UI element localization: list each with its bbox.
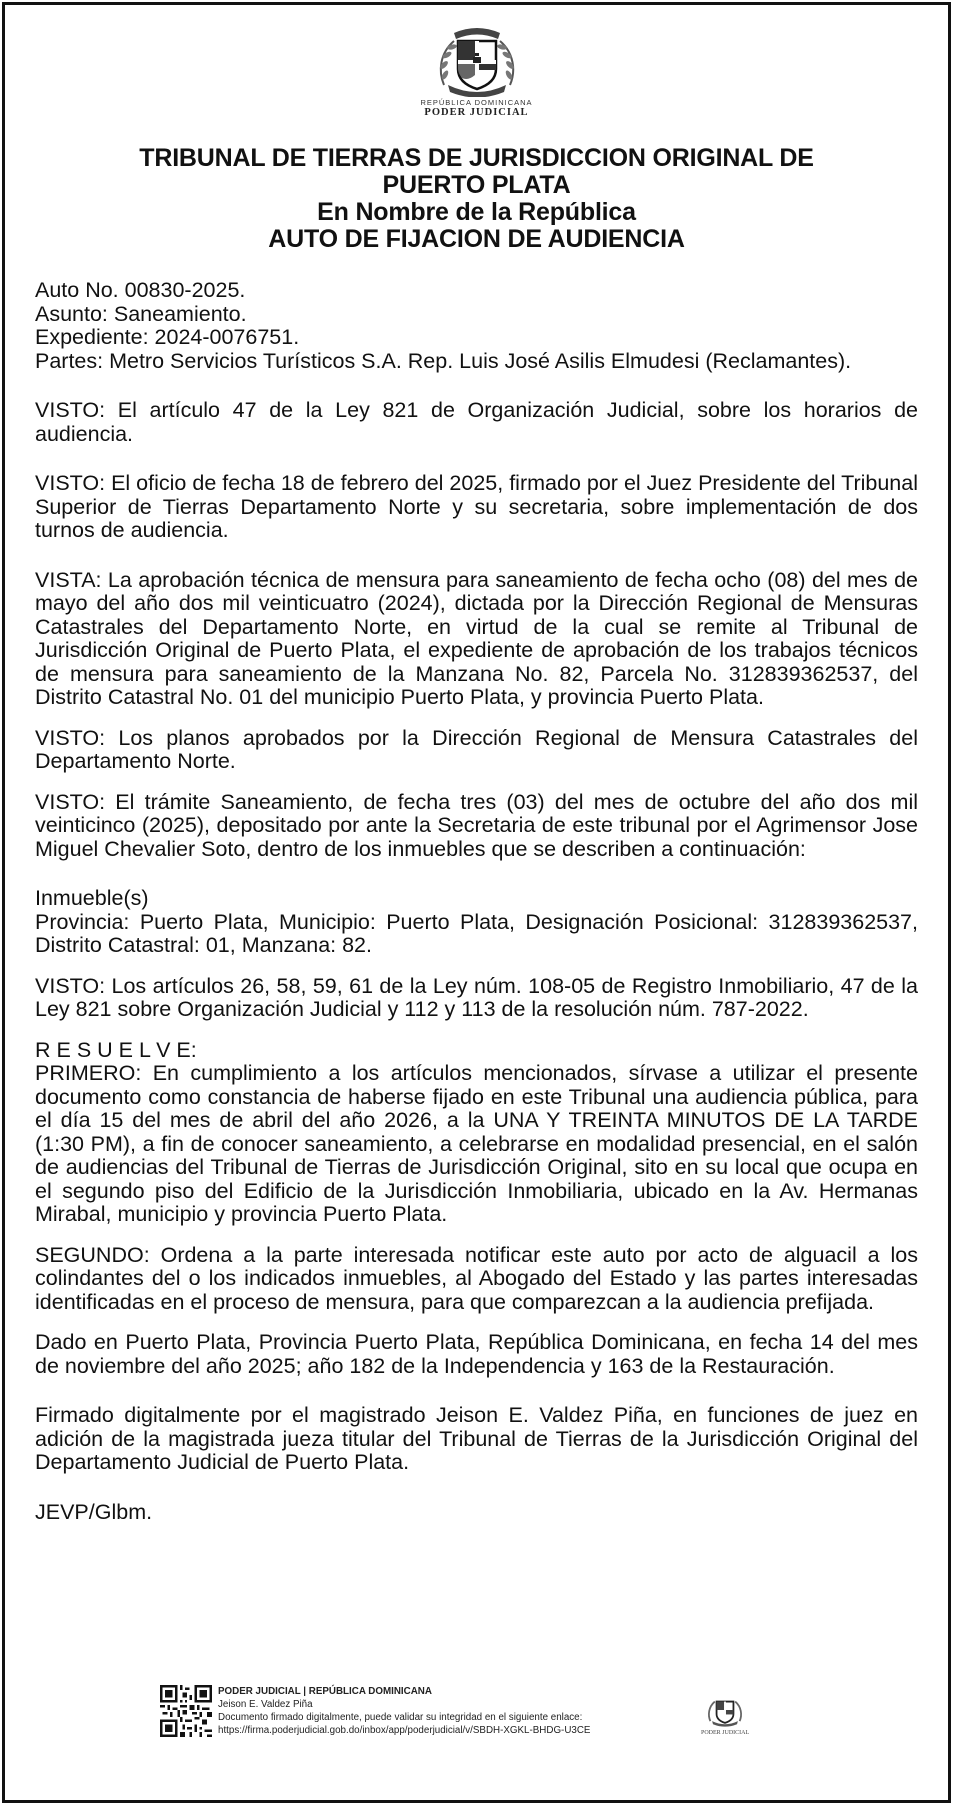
resolution-heading: R E S U E L V E: xyxy=(35,1037,197,1062)
visto-paragraph: VISTO: El artículo 47 de la Ley 821 de Organización Judicial, sobre los horarios de audiencia. xyxy=(35,398,918,446)
court-name-line1: TRIBUNAL DE TIERRAS DE JURISDICCION ORIGINAL DE xyxy=(139,144,814,172)
court-name-line2: PUERTO PLATA xyxy=(382,171,571,199)
laws-paragraph: VISTO: Los artículos 26, 58, 59, 61 de la Ley núm. 108-05 de Registro Inmobiliario, 47 de la Ley 821 sobre Organización Judicial y 112 y 113 de la resolución núm. 787-2022. xyxy=(35,973,918,1021)
document-page xyxy=(2,2,951,1803)
segundo-paragraph: SEGUNDO: Ordena a la parte interesada notificar este auto por acto de alguacil a los colindantes del o los indicados inmuebles, al Abogado del Estado y las partes interesadas identificadas en el proceso de mensura, para que comparezcan a la audiencia prefijada. xyxy=(35,1242,918,1314)
document-body xyxy=(35,279,918,1524)
footer-seal-label: PODER JUDICIAL xyxy=(701,1730,750,1736)
visto-paragraph: VISTO: Los planos aprobados por la Dirección Regional de Mensura Catastrales del Departamento Norte. xyxy=(35,725,918,773)
vista-paragraph: VISTA: La aprobación técnica de mensura para saneamiento de fecha ocho (08) del mes de mayo del año dos mil veinticuatro (2024), dictada por la Dirección Regional de Mensuras Catastrales del Departamento Norte, en virtud de la cual se remite al Tribunal de Jurisdicción Original de Puerto Plata, el expediente de aprobación de los trabajos técnicos de mensura para saneamiento de la Manzana No. 82, Parcela No. 312839362537, del Distrito Catastral No. 01 del municipio Puerto Plata, y provincia Puerto Plata. xyxy=(35,567,918,709)
validation-link[interactable]: https://firma.poderjudicial.gob.do/inbox/app/poderjudicial/v/SBDH-XGKL-BHDG-U3CE xyxy=(218,1725,591,1736)
initials: JEVP/Glbm. xyxy=(35,1499,153,1524)
visto-paragraph: VISTO: El trámite Saneamiento, de fecha tres (03) del mes de octubre del año dos mil veinticinco (2025), depositado por ante la Secretaria de este tribunal por el Agrimensor Jose Miguel Chevalier Soto, dentro de los inmuebles que se describen a continuación: xyxy=(35,789,918,861)
partes: Partes: Metro Servicios Turísticos S.A. Rep. Luis José Asilis Elmudesi (Reclamantes). xyxy=(35,348,852,373)
dado-paragraph: Dado en Puerto Plata, Provincia Puerto Plata, República Dominicana, en fecha 14 del mes de noviembre del año 2025; año 182 de la Independencia y 163 de la Restauración. xyxy=(35,1330,918,1378)
firmado-paragraph: Firmado digitalmente por el magistrado Jeison E. Valdez Piña, en funciones de juez en adición de la magistrada jueza titular del Tribunal de Tierras de la Jurisdicción Original del Departamento Judicial de Puerto Plata. xyxy=(35,1403,918,1474)
primero-paragraph: PRIMERO: En cumplimiento a los artículos mencionados, sírvase a utilizar el presente documento como constancia de haberse fijado en este Tribunal una audiencia pública, para el día 15 del mes de abril del año 2026, a la UNA Y TREINTA MINUTOS DE LA TARDE (1:30 PM), a fin de conocer saneamiento, a celebrarse en modalidad presencial, en el salón de audiencias del Tribunal de Tierras de Jurisdicción Original, sito en su local que ocupa en el segundo piso del Edificio de la Jurisdicción Inmobiliaria, ubicado en la Av. Hermanas Mirabal, municipio y provincia Puerto Plata. xyxy=(35,1061,918,1226)
footer-signer: Jeison E. Valdez Piña xyxy=(218,1699,313,1710)
footer-institution: PODER JUDICIAL | REPÚBLICA DOMINICANA xyxy=(218,1686,432,1697)
qr-code-icon[interactable] xyxy=(160,1685,212,1737)
seal-institution: PODER JUDICIAL xyxy=(424,107,529,118)
header-seal xyxy=(5,23,948,118)
document-header xyxy=(35,145,918,253)
property-detail: Provincia: Puerto Plata, Municipio: Puerto Plata, Designación Posicional: 312839362537, Distrito Catastral: 01, Manzana: 82. xyxy=(35,909,918,957)
expediente: Expediente: 2024-0076751. xyxy=(35,325,300,349)
signature-details xyxy=(218,1685,590,1737)
property-heading: Inmueble(s) xyxy=(35,886,149,910)
visto-paragraph: VISTO: El oficio de fecha 18 de febrero del 2025, firmado por el Juez Presidente del Tribunal Superior de Tierras Departamento Norte y su secretaria, sobre implementación de dos turnos de audiencia. xyxy=(35,471,918,542)
digital-signature-footer xyxy=(160,1685,760,1751)
document-title: AUTO DE FIJACION DE AUDIENCIA xyxy=(268,225,685,253)
footer-seal xyxy=(701,1693,749,1736)
footer-note: Documento firmado digitalmente, puede validar su integridad en el siguiente enlace: xyxy=(218,1712,583,1723)
asunto: Asunto: Saneamiento. xyxy=(35,301,247,326)
invocation: En Nombre de la República xyxy=(317,198,636,226)
small-coat-of-arms-icon xyxy=(705,1693,745,1727)
coat-of-arms-icon xyxy=(432,23,522,97)
seal-country: REPÚBLICA DOMINICANA xyxy=(420,98,533,107)
auto-number: Auto No. 00830-2025. xyxy=(35,278,246,302)
